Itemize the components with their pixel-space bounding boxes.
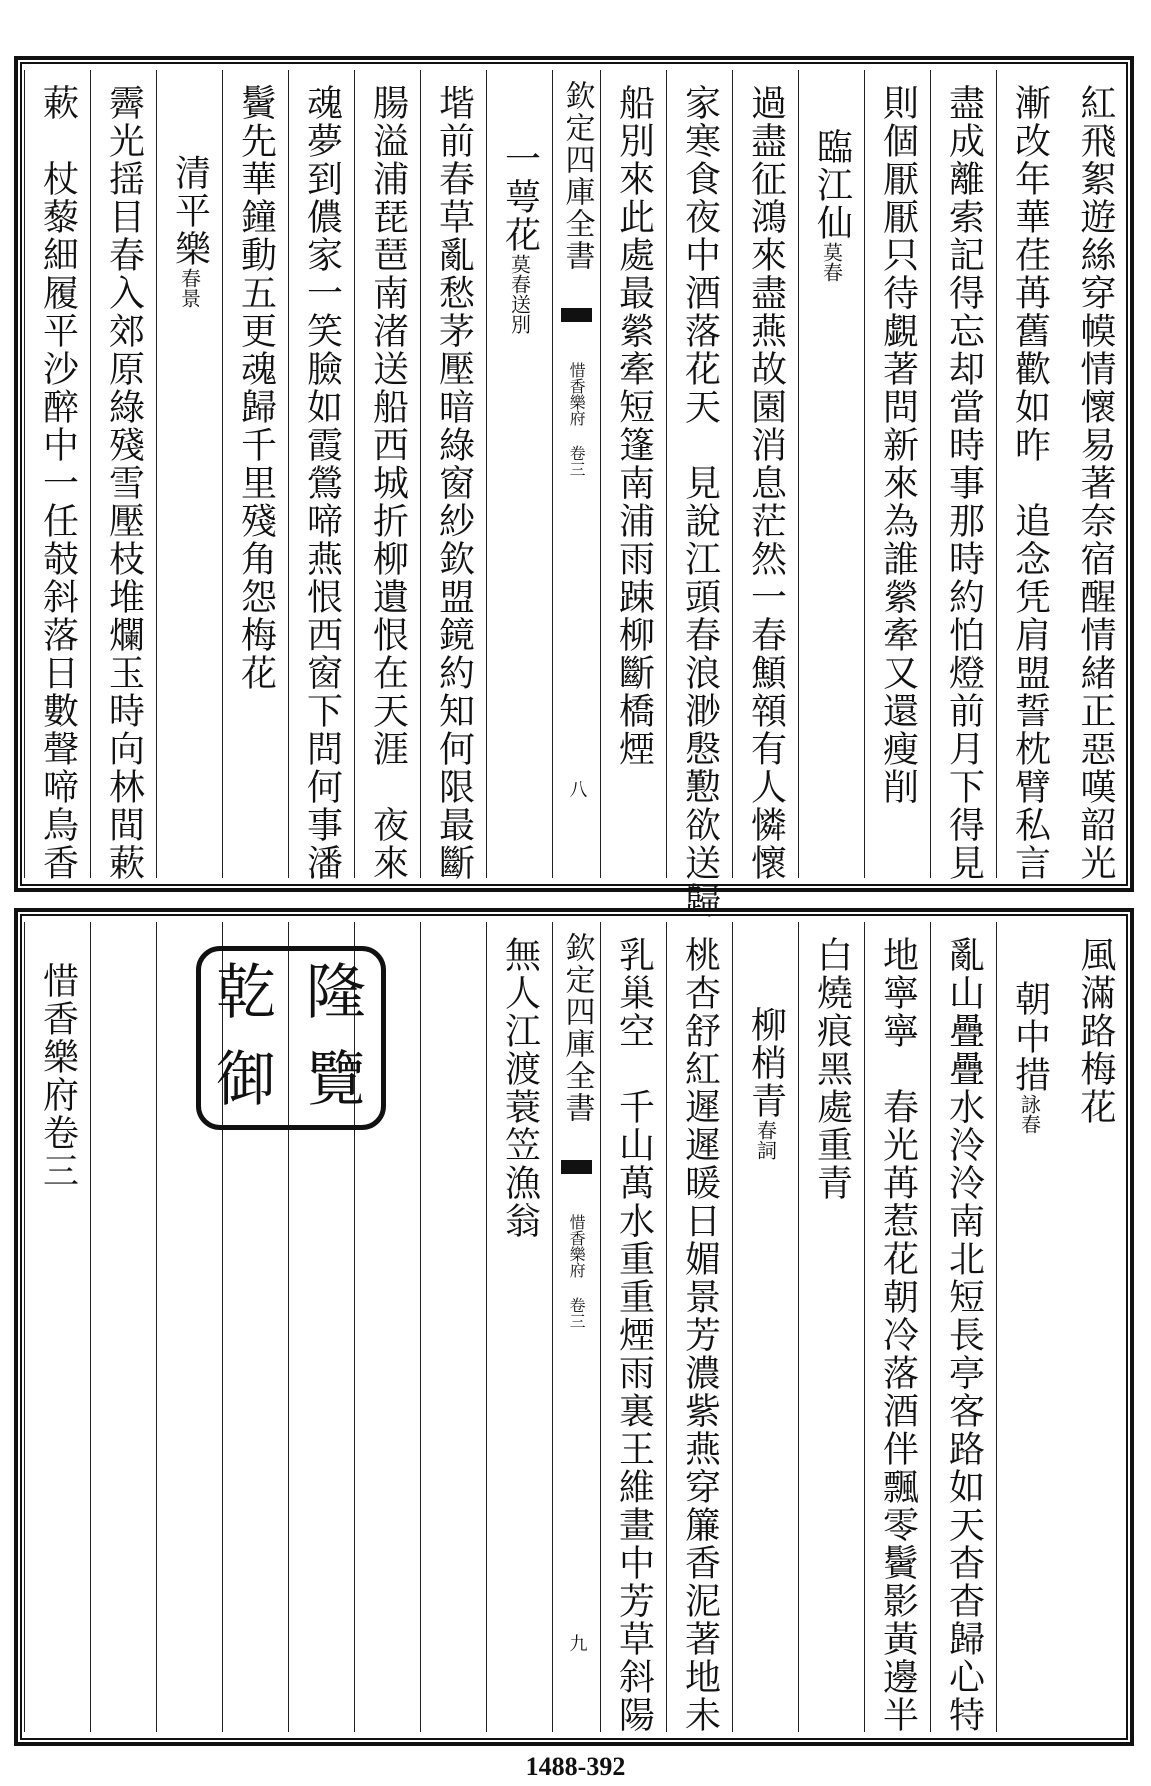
page-footer-number: 1488-392	[525, 1752, 626, 1781]
tune-title	[1009, 980, 1051, 1134]
seal-char: 隆	[306, 958, 366, 1028]
column-text: 堦前春草亂愁茅壓暗綠窗紗欽盟鏡約知何限最斷	[433, 84, 475, 882]
column-text: 家寒食夜中酒落花天 見說江頭春浪渺慇懃欲送歸	[679, 84, 721, 920]
seal-char: 覽	[306, 1045, 366, 1115]
fishtail-mark	[561, 1160, 592, 1220]
page-number: 八	[566, 780, 588, 798]
text-column	[864, 922, 930, 1732]
column-text: 腸溢浦琵琶南渚送船西城折柳遺恨在天涯 夜來	[367, 84, 409, 882]
column-text: 無人江渡蓑笠漁翁	[499, 936, 541, 1240]
column-text: 乳巢空 千山萬水重重煙雨裏王維畫中芳草斜陽	[613, 936, 655, 1734]
fishtail-mark	[561, 308, 592, 368]
column-text: 紅飛絮遊絲穿幙情懷易著奈宿醒情緒正惡嘆韶光	[1075, 84, 1116, 882]
tune-subtitle: 莫春送別	[507, 254, 532, 334]
column-text: 蔌 杖藜細履平沙醉中一任攲斜落日數聲啼鳥香	[37, 84, 79, 882]
tune-title-text: 清平樂	[169, 154, 211, 268]
tune-title-column	[798, 70, 864, 878]
page-top	[14, 56, 1134, 920]
text-column	[930, 70, 996, 882]
tune-title-text: 一萼花	[499, 140, 541, 254]
text-column	[24, 70, 90, 882]
tune-title	[811, 128, 853, 282]
column-text: 霽光揺目春入郊原綠殘雪壓枝堆爛玉時向林間蔌	[103, 84, 145, 882]
center-fold	[552, 70, 600, 878]
text-column	[1062, 70, 1128, 882]
column-text: 風滿路梅花	[1075, 936, 1116, 1126]
page-number: 九	[566, 1634, 588, 1652]
text-column	[486, 922, 552, 1732]
text-column	[930, 922, 996, 1732]
tune-title-column	[156, 70, 222, 878]
tune-title	[169, 154, 211, 308]
tune-title-column	[996, 922, 1062, 1732]
seal-char: 御	[216, 1045, 276, 1115]
text-column	[90, 70, 156, 882]
column-text: 亂山疊疊水泠泠南北短長亭客路如天杳杳歸心特	[943, 936, 985, 1734]
tune-subtitle: 春景	[177, 268, 202, 308]
text-column	[864, 70, 930, 878]
column-text: 過盡征鴻來盡燕故園消息茫然一春顦顇有人憐懷	[745, 84, 787, 882]
book-title: 欽定四庫全書	[559, 932, 595, 1124]
volume-end-title: 惜香樂府卷三	[37, 962, 79, 1190]
page-bottom	[14, 908, 1134, 1746]
tune-title	[499, 140, 541, 334]
text-column	[600, 70, 666, 878]
column-text: 漸改年華荏苒舊歡如昨 追念凭肩盟誓枕臂私言	[1009, 84, 1051, 882]
text-column	[222, 70, 288, 878]
text-column	[666, 70, 732, 920]
column-text: 盡成離索記得忘却當時事那時約怕燈前月下得見	[943, 84, 985, 882]
column-text: 鬢先華鐘動五更魂歸千里殘角怨梅花	[235, 84, 277, 692]
column-text: 白燒痕黑處重青	[811, 936, 853, 1202]
book-title: 欽定四庫全書	[559, 80, 595, 272]
text-column	[354, 70, 420, 882]
tune-subtitle: 莫春	[819, 242, 844, 282]
text-column	[732, 70, 798, 882]
text-column	[600, 922, 666, 1732]
empty-column	[420, 922, 486, 1732]
empty-column	[90, 922, 156, 1732]
column-text: 則個厭厭只待覷著問新來為誰縈牽又還瘦削	[877, 84, 919, 806]
text-column	[288, 70, 354, 882]
column-text: 魂夢到儂家一笑臉如霞鶯啼燕恨西窗下問何事潘	[301, 84, 343, 882]
column-text: 船別來此處最縈牽短篷南浦雨踈柳斷橋煙	[613, 84, 655, 768]
tune-title-text: 朝中措	[1009, 980, 1051, 1094]
tune-subtitle: 春詞	[753, 1120, 778, 1160]
tune-title-text: 臨江仙	[811, 128, 853, 242]
center-fold	[552, 922, 600, 1732]
text-column	[666, 922, 732, 1732]
tune-subtitle: 詠春	[1017, 1094, 1042, 1134]
seal-char: 乾	[216, 958, 276, 1028]
column-text: 桃杏舒紅遲遲暖日媚景芳濃紫燕穿簾香泥著地未	[679, 936, 721, 1734]
text-column	[1062, 922, 1128, 1732]
tune-title-text: 柳梢青	[745, 1006, 787, 1120]
text-column	[996, 70, 1062, 882]
text-column	[798, 922, 864, 1732]
imperial-seal	[196, 946, 386, 1130]
column-text: 地寧寧 春光苒惹花朝冷落酒伴飄零鬢影黃邊半	[877, 936, 919, 1734]
tune-title-column	[732, 922, 798, 1732]
tune-title-column	[486, 70, 552, 878]
tune-title	[745, 1006, 787, 1160]
volume-label: 惜香樂府 卷三	[567, 362, 587, 477]
text-column	[420, 70, 486, 882]
volume-label: 惜香樂府 卷三	[567, 1214, 587, 1329]
volume-end-column	[24, 922, 90, 1732]
